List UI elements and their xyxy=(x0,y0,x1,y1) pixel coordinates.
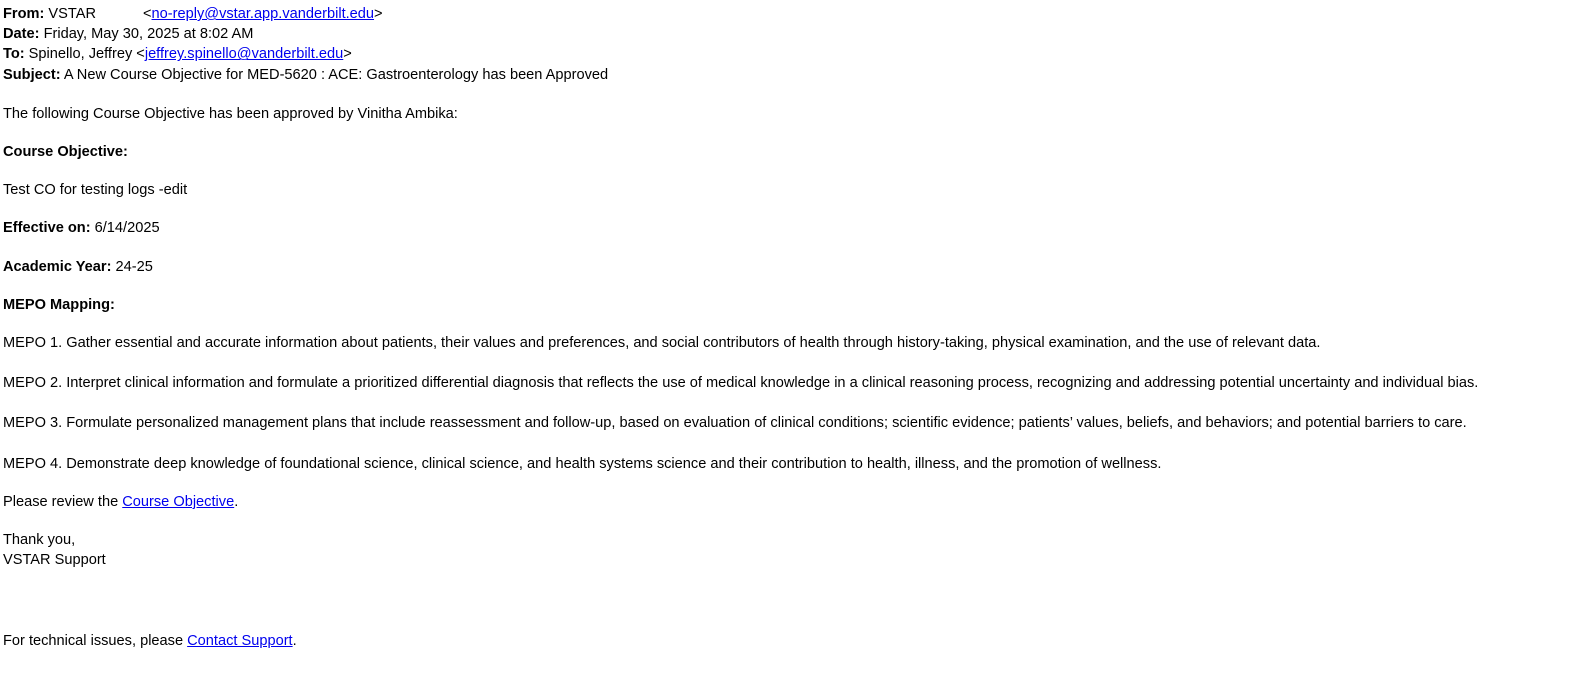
header-to: To: Spinello, Jeffrey <jeffrey.spinello@vanderbilt.edu> xyxy=(3,46,352,63)
review-prefix: Please review the xyxy=(3,493,123,510)
support-suffix: . xyxy=(292,632,297,649)
course-objective-link[interactable]: Course Objective xyxy=(122,493,235,510)
date-label: Date: xyxy=(3,26,40,43)
from-email-link[interactable]: no-reply@vstar.app.vanderbilt.edu xyxy=(151,6,375,22)
mepo-item-3: MEPO 3. Formulate personalized management plans that include reassessment and follow-up, based on evaluation of clinical conditions; scientific evidence; patients’ values, beliefs, and behaviors; and potential barriers to care. xyxy=(3,414,1467,431)
subject-label: Subject: xyxy=(3,66,61,83)
mepo-item-4: MEPO 4. Demonstrate deep knowledge of foundational science, clinical science, and health systems science and their contribution to health, illness, and the promotion of wellness. xyxy=(3,455,1162,472)
header-subject xyxy=(3,65,1595,85)
to-label: To: xyxy=(3,46,25,63)
review-suffix: . xyxy=(234,493,239,510)
contact-support-link[interactable]: Contact Support xyxy=(187,632,293,649)
academic-year xyxy=(3,257,1595,277)
support-prefix: For technical issues, please xyxy=(3,632,188,649)
effective-label: Effective on: xyxy=(3,219,91,236)
course-objective-label: Course Objective: xyxy=(3,143,128,160)
to-name: Spinello, Jeffrey xyxy=(28,46,133,63)
signature-text: VSTAR Support xyxy=(3,551,106,568)
date-value: Friday, May 30, 2025 at 8:02 AM xyxy=(43,26,254,43)
academic-year-label: Academic Year: xyxy=(3,258,112,275)
effective-value: 6/14/2025 xyxy=(94,219,160,236)
header-date xyxy=(3,24,1595,44)
review-line xyxy=(3,492,1595,512)
from-label: From: xyxy=(3,6,45,22)
mepo-item-2: MEPO 2. Interpret clinical information and formulate a prioritized differential diagnosis that reflects the use of medical knowledge in a clinical reasoning process, recognizing and addressing potential uncertainty and individual bias. xyxy=(3,374,1479,391)
mepo-item-1: MEPO 1. Gather essential and accurate information about patients, their values and preferences, and social contributors of health through history-taking, physical examination, and the use of relevant data. xyxy=(3,334,1321,351)
academic-year-value: 24-25 xyxy=(115,258,153,275)
mepo-mapping-label: MEPO Mapping: xyxy=(3,296,115,313)
support-line xyxy=(3,631,1595,651)
to-email-link[interactable]: jeffrey.spinello@vanderbilt.edu xyxy=(144,46,344,63)
course-objective-value: Test CO for testing logs -edit xyxy=(3,181,188,198)
thanks-text: Thank you, xyxy=(3,531,76,548)
from-name: VSTAR xyxy=(48,6,96,22)
intro-text: The following Course Objective has been approved by Vinitha Ambika: xyxy=(3,105,458,122)
subject-value: A New Course Objective for MED-5620 : ACE: Gastroenterology has been Approved xyxy=(63,66,609,83)
header-from: From: VSTAR <no-reply@vstar.app.vanderbilt.edu> xyxy=(3,6,383,22)
effective-on xyxy=(3,218,1595,238)
